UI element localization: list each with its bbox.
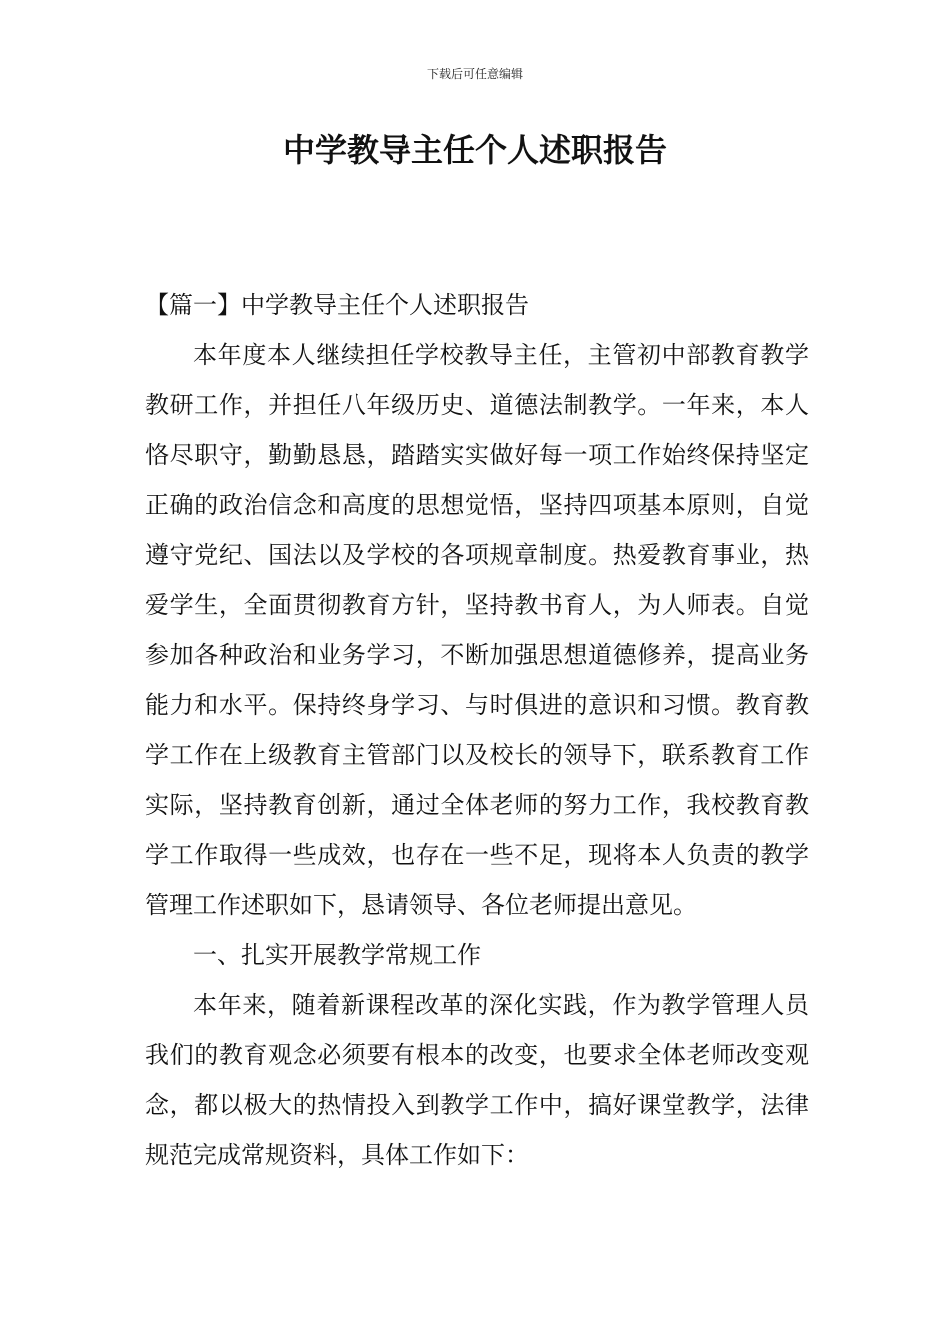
section-heading: 【篇一】中学教导主任个人述职报告 [145, 291, 529, 319]
document-title: 中学教导主任个人述职报告 [282, 131, 667, 169]
header-note: 下载后可任意编辑 [426, 67, 523, 81]
paragraph-intro: 本年度本人继续担任学校教导主任，主管初中部教育教学教研工作，并担任八年级历史、道德法制教学。一年来，本人恪尽职守，勤勤恳恳，踏踏实实做好每一项工作始终保持坚定正确的政治信念和高度的思想觉悟，坚持四项基本原则，自觉遵守党纪、国法以及学校的各项规章制度。热爱教育事业，热爱学生，全面贯彻教育方针，坚持教书育人，为人师表。自觉参加各种政治和业务学习，不断加强思想道德修养，提高业务能力和水平。保持终身学习、与时俱进的意识和习惯。教育教学工作在上级教育主管部门以及校长的领导下，联系教育工作实际，坚持教育创新，通过全体老师的努力工作，我校教育教学工作取得一些成效，也存在一些不足，现将本人负责的教学管理工作述职如下，恳请领导、各位老师提出意见。 [145, 341, 809, 919]
document-body [145, 280, 809, 1180]
subsection-heading: 一、扎实开展教学常规工作 [193, 941, 481, 969]
paragraph-teaching-routine: 本年来，随着新课程改革的深化实践，作为教学管理人员我们的教育观念必须要有根本的改变，也要求全体老师改变观念，都以极大的热情投入到教学工作中，搞好课堂教学，法律规范完成常规资料，具体工作如下： [145, 991, 809, 1169]
